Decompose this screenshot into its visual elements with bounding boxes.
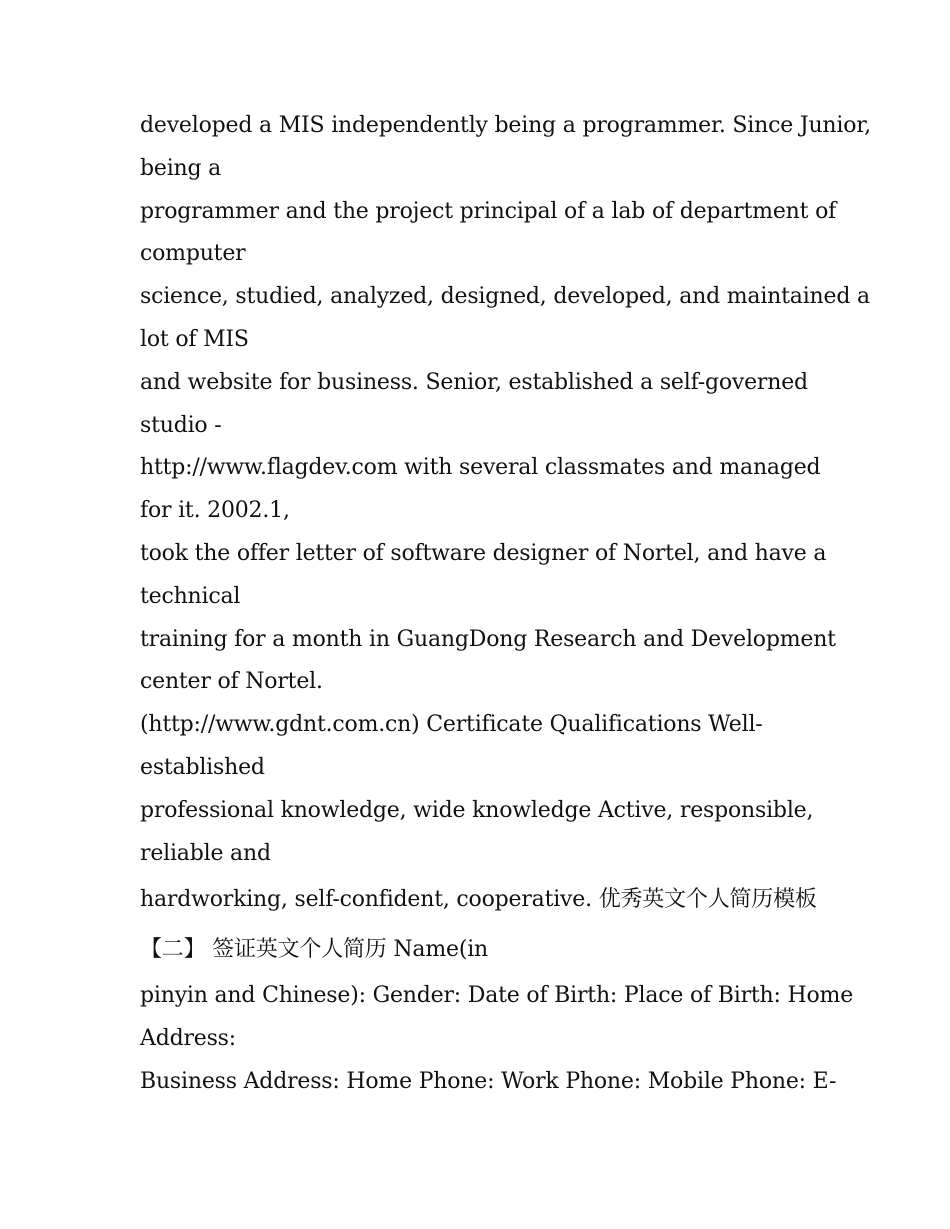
text-line: 【二】 签证英文个人简历 Name(in: [140, 937, 489, 963]
text-line: pinyin and Chinese): Gender: Date of Birth: Place of Birth: Home: [140, 983, 854, 1009]
text-line: reliable and: [140, 840, 271, 866]
text-line: programmer and the project principal of a lab of department of: [140, 198, 837, 224]
text-line: lot of MIS: [140, 326, 249, 352]
text-line: training for a month in GuangDong Research and Development: [140, 626, 836, 652]
text-line: for it. 2002.1,: [140, 498, 290, 524]
text-line: and website for business. Senior, established a self-governed: [140, 369, 808, 395]
text-line: studio -: [140, 412, 222, 438]
document-body: [140, 105, 871, 1104]
text-line: technical: [140, 583, 241, 609]
text-line: Business Address: Home Phone: Work Phone: Mobile Phone: E-: [140, 1068, 837, 1094]
text-line: computer: [140, 241, 246, 267]
text-line: (http://www.gdnt.com.cn) Certificate Qualifications Well-: [140, 712, 763, 738]
text-line: being a: [140, 155, 222, 181]
text-line: established: [140, 754, 265, 780]
text-line: took the offer letter of software designer of Nortel, and have a: [140, 540, 827, 566]
text-line: Address:: [140, 1026, 236, 1052]
text-line: developed a MIS independently being a programmer. Since Junior,: [140, 113, 871, 138]
text-line: science, studied, analyzed, designed, developed, and maintained a: [140, 284, 870, 310]
text-line: http://www.flagdev.com with several classmates and managed: [140, 455, 821, 481]
text-line: hardworking, self-confident, cooperative. 优秀英文个人简历模板: [140, 887, 817, 913]
text-line: center of Nortel.: [140, 669, 323, 695]
text-line: professional knowledge, wide knowledge Active, responsible,: [140, 797, 814, 823]
